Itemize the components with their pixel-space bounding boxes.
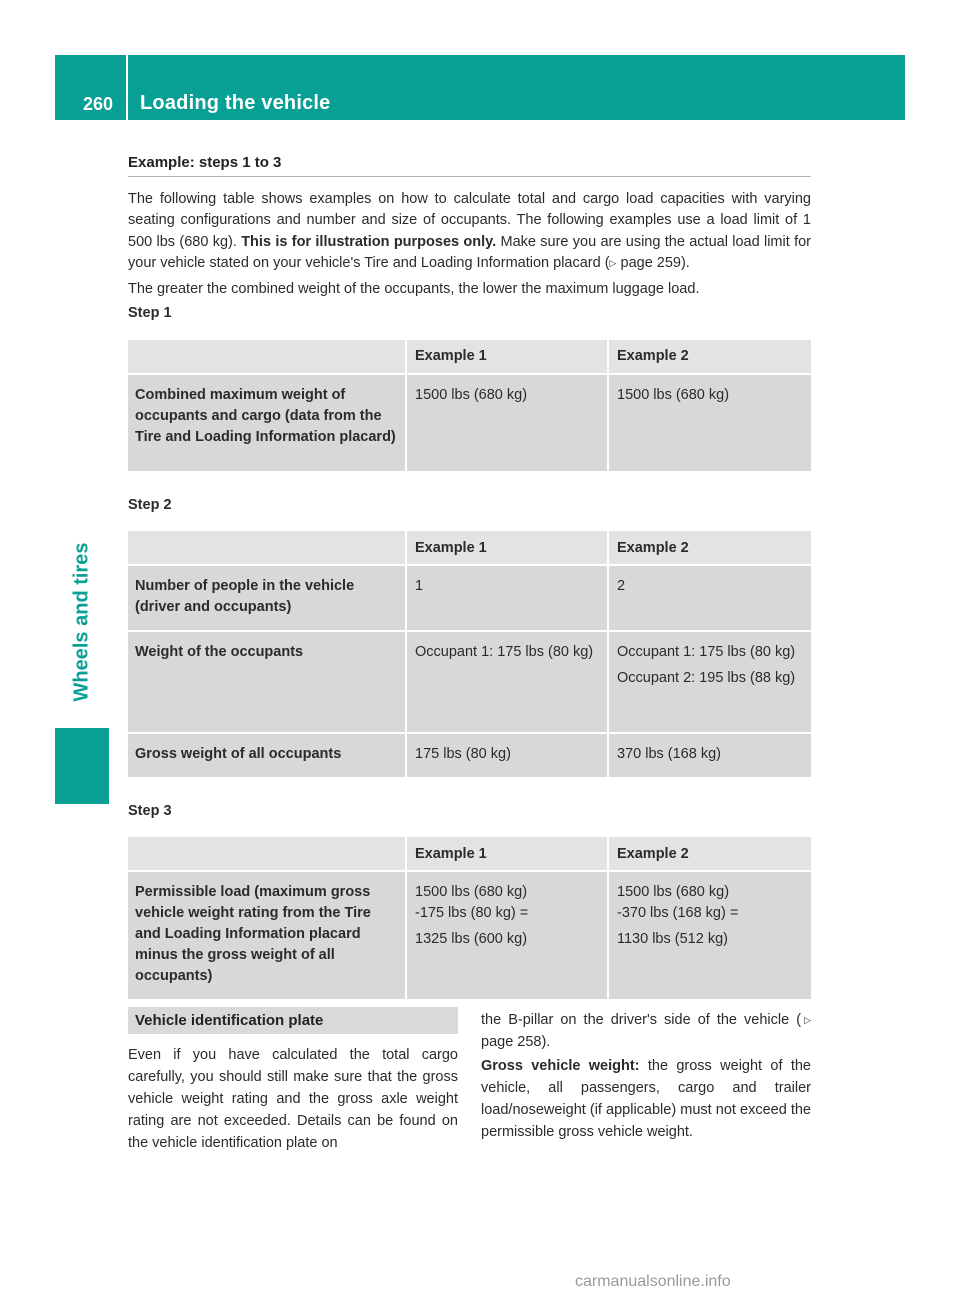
step3-label: Step 3 — [128, 803, 172, 820]
cell-example-2: 1500 lbs (680 kg) — [607, 375, 811, 473]
cell-example-1: 175 lbs (80 kg) — [405, 734, 607, 779]
calc-line: 1500 lbs (680 kg) — [415, 884, 528, 901]
cell-example-2: 370 lbs (168 kg) — [607, 734, 811, 779]
vehicle-plate-right-column — [481, 1009, 811, 1143]
cell-example-1: Occupant 1: 175 lbs (80 kg) — [405, 632, 607, 734]
table-row — [128, 872, 811, 1001]
header-example-1: Example 1 — [405, 531, 607, 566]
header-example-2: Example 2 — [607, 837, 811, 872]
cell-example-1: 1 — [405, 566, 607, 632]
cell-example-2: 2 — [607, 566, 811, 632]
header-empty — [128, 531, 405, 566]
row-label: Weight of the occupants — [128, 632, 405, 734]
intro-text: The following table shows examples on how to calculate total and cargo load capacities with varying seating configurations and number and size of occupants. The following examples use a load limit of 1 500 lbs (680 kg). — [128, 191, 811, 250]
cell-example-1: 1500 lbs (680 kg) — [405, 375, 607, 473]
row-label: Permissible load (maximum gross vehicle weight rating from the Tire and Loading Information placard minus the gross weight of all occupants) — [128, 872, 405, 1001]
side-tab-block — [55, 728, 109, 804]
watermark: carmanualsonline.info — [575, 1273, 731, 1290]
gvw-text: the gross weight of the vehicle, all passengers, cargo and trailer load/noseweight (if applicable) must not exceed the permissible gross vehicle weight. — [481, 1058, 811, 1140]
table-row — [128, 375, 811, 473]
note-paragraph: The greater the combined weight of the occupants, the lower the maximum luggage load. — [128, 281, 700, 298]
occupant-1-weight: Occupant 1: 175 lbs (80 kg) — [617, 644, 796, 661]
side-tab-label: Wheels and tires — [70, 542, 93, 702]
page-ref-link[interactable]: page 258). — [481, 1034, 551, 1050]
main-content — [128, 154, 811, 1001]
header-example-2: Example 2 — [607, 531, 811, 566]
cell-example-1 — [405, 872, 607, 1001]
gross-vehicle-weight-paragraph — [481, 1055, 811, 1143]
vehicle-plate-text-cont — [481, 1009, 811, 1053]
calc-line: -370 lbs (168 kg) = — [617, 905, 739, 922]
page-number: 260 — [83, 94, 114, 114]
table-row — [128, 734, 811, 779]
table-header-row — [128, 531, 811, 566]
calc-result: 1325 lbs (600 kg) — [415, 931, 528, 948]
header-divider — [126, 55, 128, 120]
occupant-2-weight: Occupant 2: 195 lbs (88 kg) — [617, 670, 796, 687]
step3-table — [128, 837, 811, 1001]
vehicle-plate-text: Even if you have calculated the total cargo carefully, you should still make sure that the gross vehicle weight rating and the gross axle weight rating are not exceeded. Details can be found on the vehicle identification plate on — [128, 1047, 458, 1151]
page-ref-link[interactable]: page 259). — [620, 254, 690, 271]
cell-example-2 — [607, 632, 811, 734]
step1-table — [128, 340, 811, 473]
header-example-2: Example 2 — [607, 340, 811, 375]
page-ref-icon: ▷ — [801, 1015, 811, 1025]
gvw-label: Gross vehicle weight: — [481, 1058, 640, 1074]
calc-line: 1500 lbs (680 kg) — [617, 884, 730, 901]
row-label: Number of people in the vehicle (driver and occupants) — [128, 566, 405, 632]
header-example-1: Example 1 — [405, 837, 607, 872]
row-label: Combined maximum weight of occupants and cargo (data from the Tire and Loading Information placard) — [128, 375, 405, 473]
page-ref-icon: ▷ — [609, 257, 617, 268]
section-heading: Example: steps 1 to 3 — [128, 154, 811, 177]
intro-bold: This is for illustration purposes only. — [241, 233, 497, 250]
calc-result: 1130 lbs (512 kg) — [617, 931, 728, 948]
intro-text-2: Make sure you are using the actual load limit for your vehicle stated on your vehicle's Tire and Loading Information placard ( — [128, 233, 811, 271]
header-empty — [128, 837, 405, 872]
header-empty — [128, 340, 405, 375]
row-label: Gross weight of all occupants — [128, 734, 405, 779]
chapter-title: Loading the vehicle — [140, 92, 331, 114]
vehicle-plate-left-column — [128, 1007, 458, 1154]
header-example-1: Example 1 — [405, 340, 607, 375]
table-header-row — [128, 837, 811, 872]
table-header-row — [128, 340, 811, 375]
table-row — [128, 632, 811, 734]
continued-text: the B-pillar on the driver's side of the vehicle ( — [481, 1012, 802, 1028]
cell-example-2 — [607, 872, 811, 1001]
calc-line: -175 lbs (80 kg) = — [415, 905, 529, 922]
vehicle-plate-heading: Vehicle identification plate — [128, 1007, 458, 1034]
intro-paragraph — [128, 189, 811, 274]
step1-label: Step 1 — [128, 305, 172, 322]
step2-label: Step 2 — [128, 496, 172, 513]
table-row — [128, 566, 811, 632]
step2-table — [128, 531, 811, 779]
